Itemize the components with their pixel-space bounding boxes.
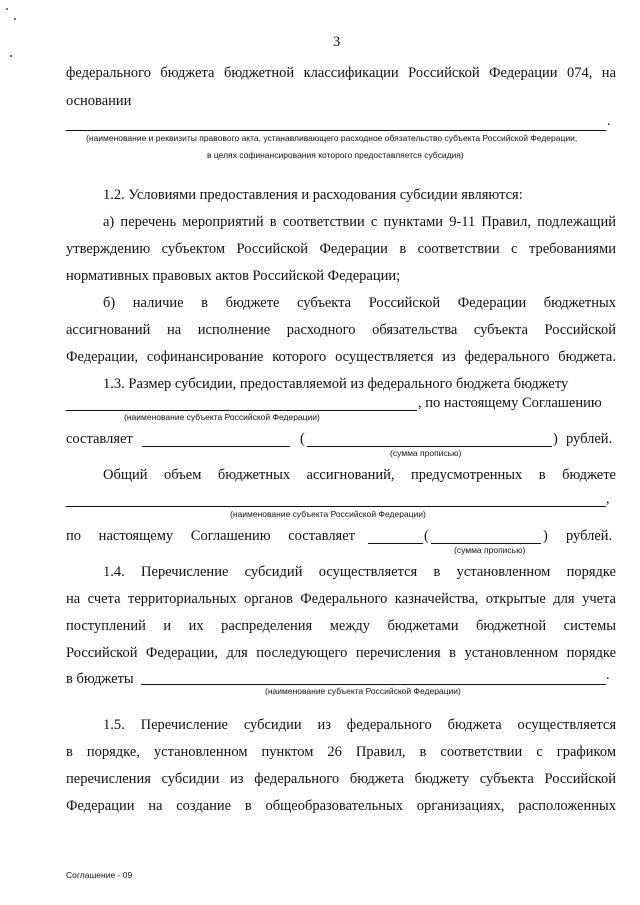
page-number: 3	[333, 34, 341, 50]
section-heading-1-3: 1.3. Размер субсидии, предоставляемой из федерального бюджета бюджету	[103, 376, 569, 392]
paragraph-line: Федерации на создание в общеобразовательных организациях, расположенных	[66, 798, 616, 814]
field-caption: (сумма прописью)	[390, 448, 462, 458]
field-caption: (сумма прописью)	[454, 545, 526, 555]
field-caption: в целях софинансирования которого предоставляется субсидия)	[207, 150, 464, 160]
amount-blank	[142, 446, 290, 447]
paragraph-line: по настоящему Соглашению составляет	[66, 528, 355, 544]
blank-line	[141, 684, 606, 685]
paragraph-line: перечисления субсидии из федерального бюджета бюджету субъекта Российской	[66, 771, 616, 787]
scan-speck	[10, 55, 12, 57]
amount-words-blank	[307, 446, 552, 447]
section-heading-1-4: 1.4. Перечисление субсидий осуществляется в установленном порядке	[103, 564, 616, 580]
comma: ,	[606, 492, 610, 507]
bracket: (	[300, 431, 305, 447]
paragraph-line: а) перечень мероприятий в соответствии с пунктами 9-11 Правил, подлежащий	[103, 214, 616, 230]
paragraph-line: на счета территориальных органов Федерального казначейства, открытые для учета	[66, 591, 616, 607]
paragraph-line: утверждению субъектом Российской Федерации в соответствии с требованиями	[66, 241, 616, 257]
paragraph-line: Российской Федерации, для последующего перечисления в установленном порядке	[66, 645, 616, 661]
blank-line	[66, 130, 606, 131]
period: .	[607, 114, 611, 129]
paragraph-line: рублей.	[566, 528, 613, 544]
paragraph-line: , по настоящему Соглашению	[418, 395, 602, 411]
field-caption: (наименование субъекта Российской Федерации)	[265, 686, 461, 696]
paragraph-line: составляет	[66, 431, 133, 447]
paragraph-line: поступлений и их распределения между бюджетами бюджетной системы	[66, 618, 616, 634]
field-caption: (наименование и реквизиты правового акта, устанавливающего расходное обязательство субъекта Российской Федерации,	[86, 133, 578, 143]
footer-label: Соглашение - 09	[66, 870, 133, 880]
paragraph-line: рублей.	[566, 431, 613, 447]
paragraph-line: нормативных правовых актов Российской Федерации;	[66, 268, 401, 284]
amount-words-blank	[431, 543, 541, 544]
amount-blank	[368, 543, 423, 544]
paragraph-line: основании	[66, 93, 132, 109]
section-heading-1-5: 1.5. Перечисление субсидии из федерального бюджета осуществляется	[103, 717, 616, 733]
paragraph-line: ассигнований на исполнение расходного обязательства субъекта Российской	[66, 322, 616, 338]
bracket: )	[543, 528, 548, 544]
paragraph-line: федерального бюджета бюджетной классификации Российской Федерации 074, на	[66, 65, 616, 81]
section-heading-1-2: 1.2. Условиями предоставления и расходования субсидии являются:	[103, 187, 523, 203]
period: .	[606, 668, 610, 683]
bracket: (	[424, 528, 429, 544]
paragraph-line: б) наличие в бюджете субъекта Российской Федерации бюджетных	[103, 295, 616, 311]
blank-line	[66, 410, 417, 411]
field-caption: (наименование субъекта Российской Федерации)	[124, 412, 320, 422]
bracket: )	[553, 431, 558, 447]
paragraph-line: в бюджеты	[66, 671, 134, 687]
scan-speck	[14, 18, 16, 20]
paragraph-line: Федерации, софинансирование которого осуществляется из федерального бюджета.	[66, 349, 616, 365]
scan-speck	[6, 8, 8, 10]
paragraph-line: в порядке, установленном пунктом 26 Правил, в соответствии с графиком	[66, 744, 616, 760]
paragraph-line: Общий объем бюджетных ассигнований, предусмотренных в бюджете	[103, 467, 616, 483]
field-caption: (наименование субъекта Российской Федерации)	[230, 509, 426, 519]
blank-line	[66, 506, 606, 507]
